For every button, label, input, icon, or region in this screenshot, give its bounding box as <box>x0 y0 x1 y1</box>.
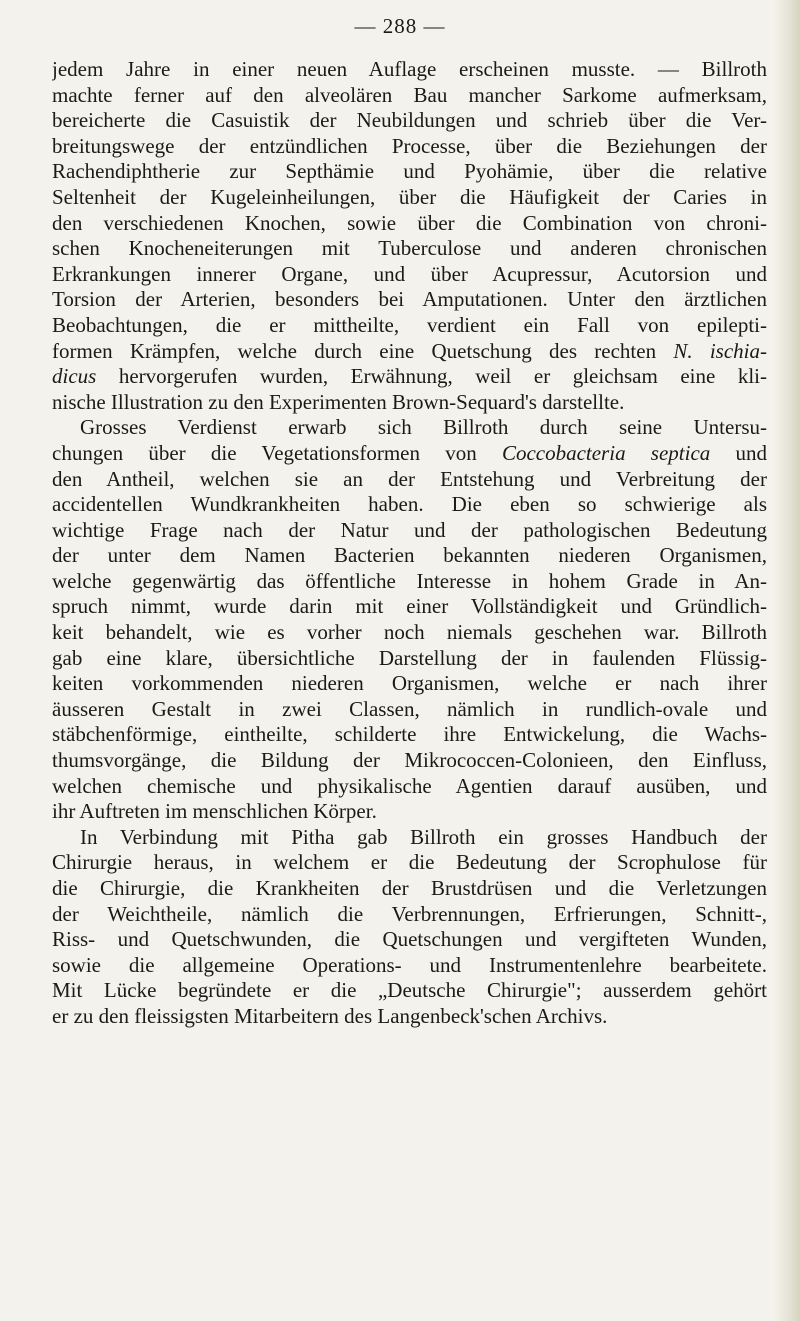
text-line: den Antheil, welchen sie an der Entstehung und Verbreitung der <box>52 466 767 491</box>
text-line: Torsion der Arterien, besonders bei Amputationen. Unter den ärztlichen <box>52 287 767 312</box>
text-line: Rachendiphtherie zur Septhämie und Pyohämie, über die relative <box>52 159 767 184</box>
text-line: Riss- und Quetschwunden, die Quetschungen und vergifteten Wunden, <box>52 927 767 952</box>
text-line: thumsvorgänge, die Bildung der Mikrococcen-Colonieen, den Einfluss, <box>52 748 767 773</box>
text-line: er zu den fleissigsten Mitarbeitern des Langenbeck'schen Archivs. <box>52 1003 608 1028</box>
text-line: der Weichtheile, nämlich die Verbrennungen, Erfrierungen, Schnitt-, <box>52 901 767 926</box>
text-line: Mit Lücke begründete er die „Deutsche Chirurgie"; ausserdem gehört <box>52 978 767 1003</box>
text-line: Grosses Verdienst erwarb sich Billroth durch seine Untersu- <box>80 415 767 440</box>
text-line: formen Krämpfen, welche durch eine Quetschung des rechten N. ischia- <box>52 338 767 363</box>
text-line: Chirurgie heraus, in welchem er die Bedeutung der Scrophulose für <box>52 850 767 875</box>
italic-term: dicus <box>52 364 97 389</box>
text-line: wichtige Frage nach der Natur und der pathologischen Bedeutung <box>52 517 767 542</box>
text-line: machte ferner auf den alveolären Bau mancher Sarkome aufmerksam, <box>52 82 767 107</box>
text-line: stäbchenförmige, eintheilte, schilderte ihre Entwickelung, die Wachs- <box>52 722 767 747</box>
italic-term: Coccobacteria septica <box>501 440 711 465</box>
text-line: äusseren Gestalt in zwei Classen, nämlich in rundlich-ovale und <box>52 696 767 721</box>
page-number: — 288 — <box>354 14 446 38</box>
text-line: Erkrankungen innerer Organe, und über Acupressur, Acutorsion und <box>52 261 767 286</box>
text-line: gab eine klare, übersichtliche Darstellung der in faulenden Flüssig- <box>52 645 767 670</box>
text-line: Beobachtungen, die er mittheilte, verdient ein Fall von epilepti- <box>52 312 767 337</box>
text-line: chungen über die Vegetationsformen von Coccobacteria septica und <box>52 440 767 465</box>
text-line: accidentellen Wundkrankheiten haben. Die eben so schwierige als <box>52 492 767 517</box>
text-line: bereicherte die Casuistik der Neubildungen und schrieb über die Ver- <box>52 108 767 133</box>
page-edge-shadow <box>774 0 800 1321</box>
text-line: den verschiedenen Knochen, sowie über die Combination von chroni- <box>52 210 767 235</box>
body-text <box>52 57 767 1030</box>
text-line: Seltenheit der Kugeleinheilungen, über die Häufigkeit der Caries in <box>52 184 767 209</box>
text-line: die Chirurgie, die Krankheiten der Brustdrüsen und die Verletzungen <box>52 876 767 900</box>
text-line: breitungswege der entzündlichen Processe, über die Beziehungen der <box>52 133 767 158</box>
text-line: spruch nimmt, wurde darin mit einer Vollständigkeit und Gründlich- <box>52 594 767 619</box>
text-line: welche gegenwärtig das öffentliche Interesse in hohem Grade in An- <box>52 568 767 593</box>
text-line: welchen chemische und physikalische Agentien darauf ausüben, und <box>52 773 767 798</box>
text-line: schen Knocheneiterungen mit Tuberculose und anderen chronischen <box>52 236 767 261</box>
text-line: der unter dem Namen Bacterien bekannten niederen Organismen, <box>52 543 767 568</box>
text-line: keiten vorkommenden niederen Organismen, welche er nach ihrer <box>52 671 767 696</box>
text-line: keit behandelt, wie es vorher noch niemals geschehen war. Billroth <box>52 620 767 645</box>
text-line: In Verbindung mit Pitha gab Billroth ein grosses Handbuch der <box>80 824 767 849</box>
text-line: nische Illustration zu den Experimenten Brown-Sequard's darstellte. <box>52 389 625 414</box>
text-line: sowie die allgemeine Operations- und Instrumentenlehre bearbeitete. <box>52 952 767 977</box>
text-line: ihr Auftreten im menschlichen Körper. <box>52 799 377 824</box>
text-line: jedem Jahre in einer neuen Auflage erscheinen musste. — Billroth <box>52 57 767 81</box>
italic-term: N. ischia- <box>673 338 767 363</box>
text-line: dicus hervorgerufen wurden, Erwähnung, weil er gleichsam eine kli- <box>52 364 767 389</box>
